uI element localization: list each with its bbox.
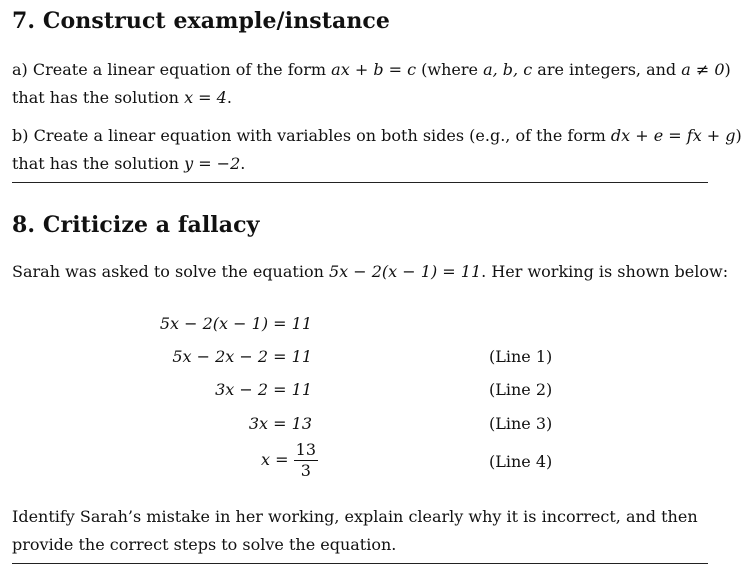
section-8-heading: 8. Criticize a fallacy	[12, 212, 260, 238]
working-expr-1: 5x − 2x − 2 = 11	[172, 347, 312, 366]
part-a-line-2	[12, 84, 708, 112]
part-b-form: dx + e = fx + g	[610, 126, 736, 145]
part-a-condition: a ≠ 0	[681, 60, 725, 79]
intro-equation: 5x − 2(x − 1) = 11	[328, 262, 482, 281]
part-b-suffix: )	[735, 126, 742, 145]
working-label-4: (Line 4)	[489, 452, 553, 471]
intro-suffix: . Her working is shown below:	[481, 262, 729, 281]
working-label-3: (Line 3)	[489, 414, 553, 433]
part-a-suffix: )	[724, 60, 731, 79]
section-8-divider	[12, 563, 708, 564]
worksheet-page	[12, 0, 742, 577]
fraction-denominator: 3	[300, 461, 311, 480]
working-line-0	[152, 314, 312, 333]
fraction-numerator: 13	[295, 440, 316, 459]
part-b-line-1	[12, 122, 742, 150]
section-8-instruction	[12, 503, 708, 559]
section-7-heading: 7. Construct example/instance	[12, 8, 391, 34]
instruction-line-1: Identify Sarah’s mistake in her working, explain clearly why it is incorrect, and then	[12, 507, 698, 526]
part-a-middle: (where	[416, 60, 484, 79]
working-line-1	[152, 347, 312, 366]
working-expr-2: 3x − 2 = 11	[215, 380, 312, 399]
working-label-1: (Line 1)	[489, 347, 553, 366]
part-b-solution: y = −2	[184, 154, 241, 173]
instruction-line-2: provide the correct steps to solve the equation.	[12, 535, 397, 554]
working-expr-0: 5x − 2(x − 1) = 11	[159, 314, 312, 333]
part-b-line2-prefix: that has the solution	[12, 154, 185, 173]
section-7-part-b	[12, 122, 742, 178]
part-a-line-1	[12, 56, 731, 84]
part-a-form: ax + b = c	[331, 60, 417, 79]
part-a-solution: x = 4	[184, 88, 227, 107]
section-8-intro	[12, 258, 729, 286]
working-label-2: (Line 2)	[489, 380, 553, 399]
part-a-prefix: a) Create a linear equation of the form	[12, 60, 332, 79]
working-line-4	[152, 441, 318, 480]
part-a-line2-prefix: that has the solution	[12, 88, 185, 107]
part-a-vars: a, b, c	[483, 60, 533, 79]
section-7-part-a	[12, 56, 731, 112]
working-line-2	[152, 380, 312, 399]
working-fraction	[294, 441, 318, 480]
part-a-line2-suffix: .	[226, 88, 232, 107]
part-b-prefix: b) Create a linear equation with variables on both sides (e.g., of the form	[12, 126, 611, 145]
part-a-middle2: are integers, and	[532, 60, 682, 79]
working-expr-3: 3x = 13	[248, 414, 312, 433]
part-b-line-2	[12, 150, 708, 178]
working-expr-4-lhs: x =	[261, 450, 289, 469]
part-b-line2-suffix: .	[240, 154, 246, 173]
section-7-divider	[12, 182, 708, 183]
intro-prefix: Sarah was asked to solve the equation	[12, 262, 329, 281]
working-line-3	[152, 414, 312, 433]
